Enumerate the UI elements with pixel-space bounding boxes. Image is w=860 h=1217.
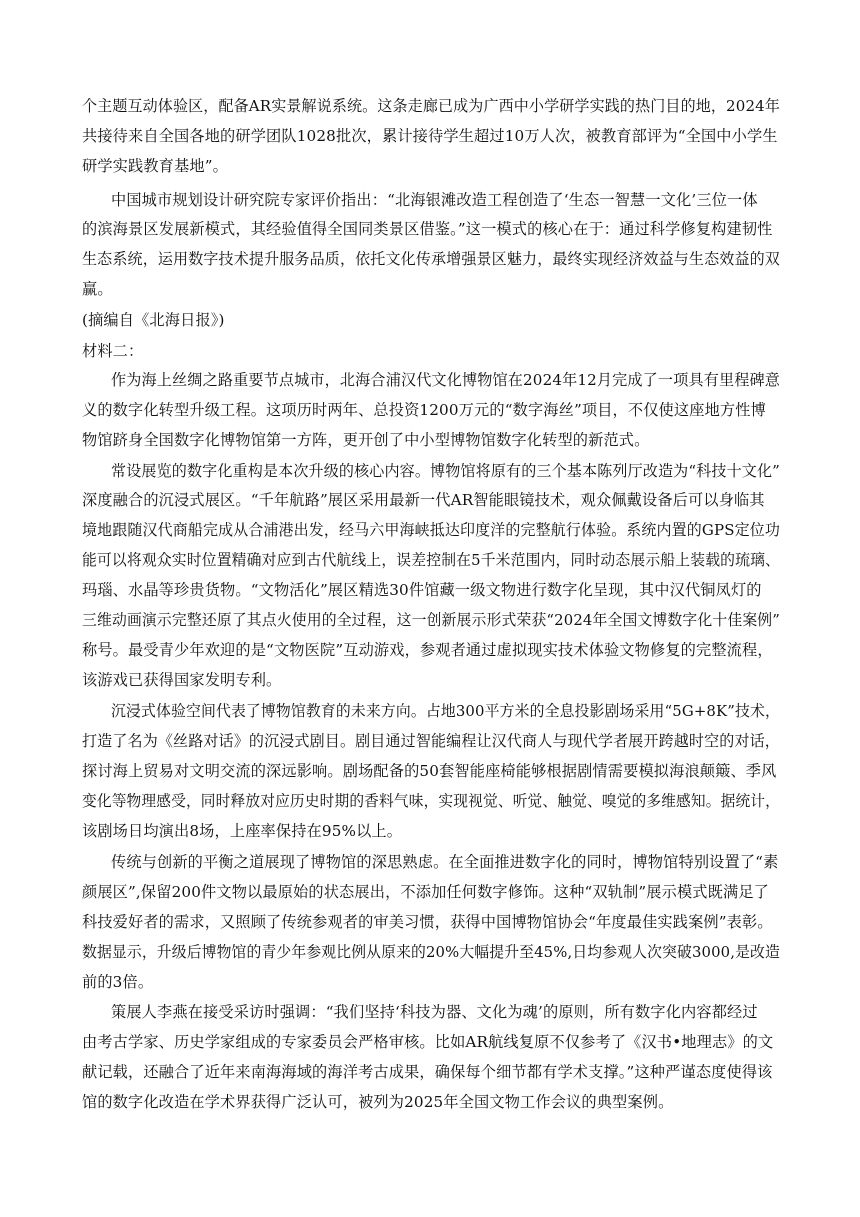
text-line: 材料二：	[82, 342, 144, 360]
text-line: 研学实践教育基地”。	[82, 157, 228, 175]
text-line: 作为海上丝绸之路重要节点城市，北海合浦汉代文化博物馆在2024年12月完成了一项具有里程碑意	[111, 371, 781, 389]
text-line: 策展人李燕在接受采访时强调：“我们坚持‘科技为器、文化为魂’的原则，所有数字化内容都经过	[111, 1003, 758, 1021]
text-line: 称号。最受青少年欢迎的是“文物医院”互动游戏，参观者通过虚拟现实技术体验文物修复的完整流程，	[82, 641, 773, 659]
text-line: 中国城市规划设计研究院专家评价指出：“北海银滩改造工程创造了‘生态一智慧一文化’三位一体	[111, 191, 758, 209]
text-line: 献记载，还融合了近年来南海海域的海洋考古成果，确保每个细节都有学术支撑。”这种严谨态度使得该	[82, 1063, 773, 1081]
text-line: 共接待来自全国各地的研学团队1028批次，累计接待学生超过10万人次，被教育部评为“全国中小学生	[82, 127, 778, 145]
text-line: 赢。	[82, 280, 113, 298]
text-line: 玛瑙、水晶等珍贵货物。“文物活化”展区精选30件馆藏一级文物进行数字化呈现，其中汉代铜凤灯的	[82, 581, 762, 599]
text-line: 由考古学家、历史学家组成的专家委员会严格审核。比如AR航线复原不仅参考了《汉书•地理志》的文	[82, 1033, 774, 1051]
text-line: 深度融合的沉浸式展区。“千年航路”展区采用最新一代AR智能眼镜技术，观众佩戴设备后可以身临其	[82, 491, 765, 509]
text-line: 探讨海上贸易对文明交流的深远影响。剧场配备的50套智能座椅能够根据剧情需要模拟海浪颠簸、季风	[82, 762, 777, 780]
text-line: 三维动画演示完整还原了其点火使用的全过程，这一创新展示形式荣获“2024年全国文博数字化十佳案例”	[82, 611, 781, 629]
text-line: 传统与创新的平衡之道展现了博物馆的深思熟虑。在全面推进数字化的同时，博物馆特别设置了“素	[111, 853, 779, 871]
text-line: 颜展区”,保留200件文物以最原始的状态展出，不添加任何数字修饰。这种“双轨制”展示模式既满足了	[82, 883, 769, 901]
text-line: 的滨海景区发展新模式，其经验值得全国同类景区借鉴。”这一模式的核心在于：通过科学修复构建韧性	[82, 220, 773, 238]
text-line: (摘编自《北海日报》)	[82, 311, 225, 329]
text-line: 常设展览的数字化重构是本次升级的核心内容。博物馆将原有的三个基本陈列厅改造为“科技十文化”	[111, 462, 780, 480]
text-line: 生态系统，运用数字技术提升服务品质，依托文化传承增强景区魅力，最终实现经济效益与生态效益的双	[82, 250, 780, 268]
text-line: 科技爱好者的需求，又照顾了传统参观者的审美习惯，获得中国博物馆协会“年度最佳实践案例”表彰。	[82, 913, 773, 931]
text-line: 该剧场日均演出8场，上座率保持在95%以上。	[82, 822, 403, 840]
text-line: 变化等物理感受，同时释放对应历史时期的香料气味，实现视觉、听觉、触觉、嗅觉的多维感知。据统计，	[82, 792, 781, 810]
text-line: 前的3倍。	[82, 973, 154, 991]
text-line: 境地跟随汉代商船完成从合浦港出发，经马六甲海峡抵达印度洋的完整航行体验。系统内置的GPS定位功	[82, 521, 781, 539]
text-line: 物馆跻身全国数字化博物馆第一方阵，更开创了中小型博物馆数字化转型的新范式。	[82, 431, 650, 449]
text-line: 该游戏已获得国家发明专利。	[82, 671, 282, 689]
text-line: 馆的数字化改造在学术界获得广泛认可，被列为2025年全国文物工作会议的典型案例。	[82, 1093, 674, 1111]
text-line: 个主题互动体验区，配备AR实景解说系统。这条走廊已成为广西中小学研学实践的热门目的地，2024年	[82, 97, 781, 115]
text-line: 数据显示，升级后博物馆的青少年参观比例从原来的20%大幅提升至45%,日均参观人次突破3000,是改造	[82, 943, 780, 961]
text-line: 义的数字化转型升级工程。这项历时两年、总投资1200万元的“数字海丝”项目，不仅使这座地方性博	[82, 401, 766, 419]
text-line: 能可以将观众实时位置精确对应到古代航线上，误差控制在5千米范围内，同时动态展示船上装载的琉璃、	[82, 551, 781, 569]
text-line: 沉浸式体验空间代表了博物馆教育的未来方向。占地300平方米的全息投影剧场采用“5G+8K”技术，	[111, 702, 780, 720]
text-line: 打造了名为《丝路对话》的沉浸式剧目。剧目通过智能编程让汉代商人与现代学者展开跨越时空的对话，	[82, 732, 780, 750]
